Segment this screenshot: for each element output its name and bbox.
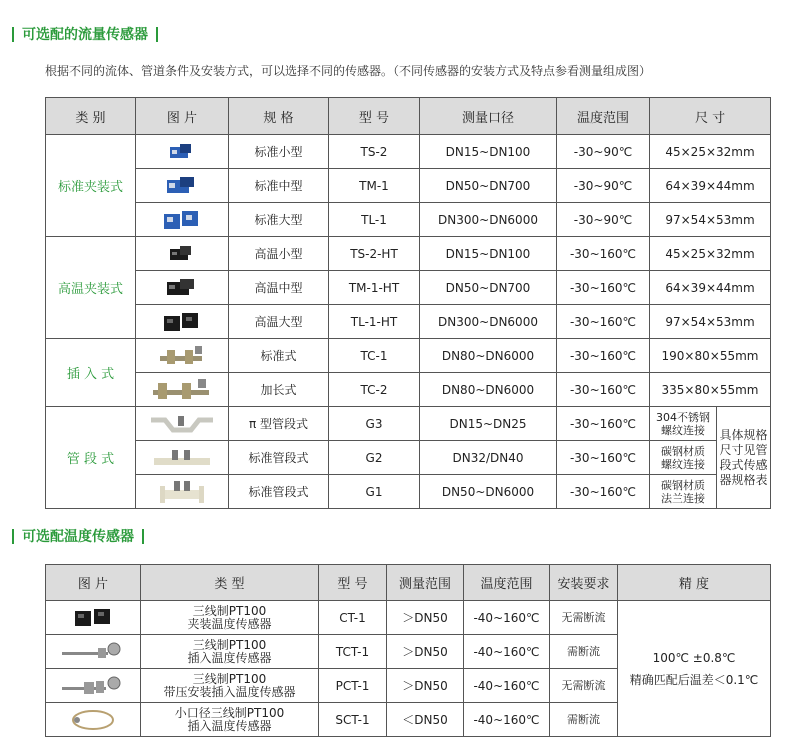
model-cell: G1 [329,475,420,509]
section1-intro: 根据不同的流体、管道条件及安装方式，可以选择不同的传感器。（不同传感器的安装方式及特点参看测量组成图） [45,64,652,78]
black-clamp-sensor-icon [164,276,200,300]
table-row [46,601,771,635]
sensor-image [46,635,141,669]
material-cell: 碳钢材质 法兰连接 [650,475,717,509]
sensor-image [136,237,229,271]
model-cell: TCT-1 [319,635,387,669]
caliber-cell: DN300~DN6000 [420,305,557,339]
table-header-row [46,98,771,135]
install-cell: 需断流 [550,635,618,669]
heading-bar-right [142,529,144,544]
spec-cell: 标准小型 [229,135,329,169]
caliber-cell: DN50~DN6000 [420,475,557,509]
install-cell: 无需断流 [550,601,618,635]
table-row [46,305,771,339]
table-row [46,339,771,373]
size-cell: 97×54×53mm [650,305,771,339]
model-cell: TL-1-HT [329,305,420,339]
spec-cell: 标准管段式 [229,441,329,475]
spec-cell: 标准式 [229,339,329,373]
flanged-pipe-sensor-icon [154,478,210,506]
sensor-image [136,339,229,373]
size-cell: 45×25×32mm [650,237,771,271]
size-cell: 97×54×53mm [650,203,771,237]
range-cell: ＞DN50 [387,635,464,669]
temp-cell: -30~160℃ [557,373,650,407]
header-temp: 温度范围 [557,98,650,135]
header-type: 类 型 [141,565,319,601]
temperature-sensor-table [45,564,771,737]
model-cell: G2 [329,441,420,475]
sensor-image [136,475,229,509]
sensor-image [46,669,141,703]
temp-cell: -30~160℃ [557,305,650,339]
model-cell: G3 [329,407,420,441]
temp-cell: -30~160℃ [557,339,650,373]
sensor-image [46,703,141,737]
table-row [46,441,771,475]
sensor-image [136,271,229,305]
spec-cell: π 型管段式 [229,407,329,441]
table-row [46,135,771,169]
spec-cell: 高温大型 [229,305,329,339]
category-standard-clamp: 标准夹装式 [46,135,136,237]
temp-cell: -40~160℃ [464,669,550,703]
caliber-cell: DN80~DN6000 [420,339,557,373]
header-size: 尺 寸 [650,98,771,135]
header-caliber: 测量口径 [420,98,557,135]
type-cell: 三线制PT100 夹装温度传感器 [141,601,319,635]
model-cell: TC-1 [329,339,420,373]
header-range: 测量范围 [387,565,464,601]
model-cell: TC-2 [329,373,420,407]
range-cell: ＞DN50 [387,601,464,635]
temp-cell: -40~160℃ [464,601,550,635]
caliber-cell: DN300~DN6000 [420,203,557,237]
pipe-section-sensor-icon [150,446,214,470]
table-row [46,475,771,509]
precision-cell: 100℃ ±0.8℃ 精确匹配后温差＜0.1℃ [618,601,771,737]
model-cell: CT-1 [319,601,387,635]
header-category: 类 别 [46,98,136,135]
sensor-image [136,169,229,203]
caliber-cell: DN50~DN700 [420,271,557,305]
spec-cell: 标准中型 [229,169,329,203]
section1-title: 可选配的流量传感器 [22,27,148,43]
sensor-image [136,407,229,441]
spec-cell: 高温中型 [229,271,329,305]
caliber-cell: DN15~DN100 [420,237,557,271]
material-cell: 碳钢材质 螺纹连接 [650,441,717,475]
caliber-cell: DN15~DN25 [420,407,557,441]
range-cell: ＞DN50 [387,669,464,703]
header-precision: 精 度 [618,565,771,601]
table-row [46,373,771,407]
header-install: 安装要求 [550,565,618,601]
header-temp: 温度范围 [464,565,550,601]
caliber-cell: DN50~DN700 [420,169,557,203]
temp-cell: -30~90℃ [557,135,650,169]
sensor-image [46,601,141,635]
sensor-image [136,203,229,237]
model-cell: TL-1 [329,203,420,237]
header-model: 型 号 [319,565,387,601]
black-clamp-sensor-icon [161,309,203,335]
size-cell: 64×39×44mm [650,169,771,203]
header-picture: 图 片 [46,565,141,601]
caliber-cell: DN15~DN100 [420,135,557,169]
pipe-spec-note: 具体规格 尺寸见管 段式传感 器规格表 [717,407,771,509]
flow-sensor-table [45,97,771,509]
header-spec: 规 格 [229,98,329,135]
blue-clamp-sensor-icon [164,174,200,198]
category-high-temp-clamp: 高温夹装式 [46,237,136,339]
spec-cell: 标准大型 [229,203,329,237]
temp-cell: -30~160℃ [557,441,650,475]
small-bore-temp-sensor-icon [68,707,118,733]
blue-clamp-sensor-icon [161,207,203,233]
material-cell: 304不锈钢 螺纹连接 [650,407,717,441]
category-pipe-section: 管 段 式 [46,407,136,509]
caliber-cell: DN80~DN6000 [420,373,557,407]
model-cell: TM-1 [329,169,420,203]
header-model: 型 号 [329,98,420,135]
table-row [46,407,771,441]
model-cell: PCT-1 [319,669,387,703]
range-cell: ＜DN50 [387,703,464,737]
size-cell: 335×80×55mm [650,373,771,407]
model-cell: TS-2 [329,135,420,169]
section1-heading [12,24,158,44]
spec-cell: 加长式 [229,373,329,407]
type-cell: 三线制PT100 带压安装插入温度传感器 [141,669,319,703]
pressure-insertion-temp-sensor-icon [58,674,128,698]
sensor-image [136,135,229,169]
size-cell: 190×80×55mm [650,339,771,373]
install-cell: 无需断流 [550,669,618,703]
model-cell: SCT-1 [319,703,387,737]
table-row [46,271,771,305]
temp-cell: -40~160℃ [464,703,550,737]
black-clamp-sensor-icon [167,243,197,265]
size-cell: 45×25×32mm [650,135,771,169]
size-cell: 64×39×44mm [650,271,771,305]
heading-bar-left [12,529,14,544]
pi-pipe-sensor-icon [147,412,217,436]
temp-cell: -30~90℃ [557,169,650,203]
sensor-image [136,441,229,475]
section2-heading [12,526,144,546]
category-insertion: 插 入 式 [46,339,136,407]
temp-cell: -30~160℃ [557,271,650,305]
spec-cell: 标准管段式 [229,475,329,509]
insertion-temp-sensor-icon [58,640,128,664]
header-picture: 图 片 [136,98,229,135]
table-row [46,237,771,271]
blue-clamp-sensor-icon [167,141,197,163]
clamp-temp-sensor-icon [71,605,115,631]
spec-cell: 高温小型 [229,237,329,271]
caliber-cell: DN32/DN40 [420,441,557,475]
temp-cell: -30~160℃ [557,475,650,509]
temp-cell: -40~160℃ [464,635,550,669]
temp-cell: -30~90℃ [557,203,650,237]
temp-cell: -30~160℃ [557,237,650,271]
model-cell: TM-1-HT [329,271,420,305]
insertion-sensor-icon [157,344,207,368]
heading-bar-right [156,27,158,42]
install-cell: 需断流 [550,703,618,737]
insertion-sensor-long-icon [150,377,214,403]
table-row [46,203,771,237]
table-row [46,169,771,203]
type-cell: 小口径三线制PT100 插入温度传感器 [141,703,319,737]
table-header-row [46,565,771,601]
section2-title: 可选配温度传感器 [22,529,134,545]
heading-bar-left [12,27,14,42]
sensor-image [136,373,229,407]
model-cell: TS-2-HT [329,237,420,271]
temp-cell: -30~160℃ [557,407,650,441]
sensor-image [136,305,229,339]
type-cell: 三线制PT100 插入温度传感器 [141,635,319,669]
